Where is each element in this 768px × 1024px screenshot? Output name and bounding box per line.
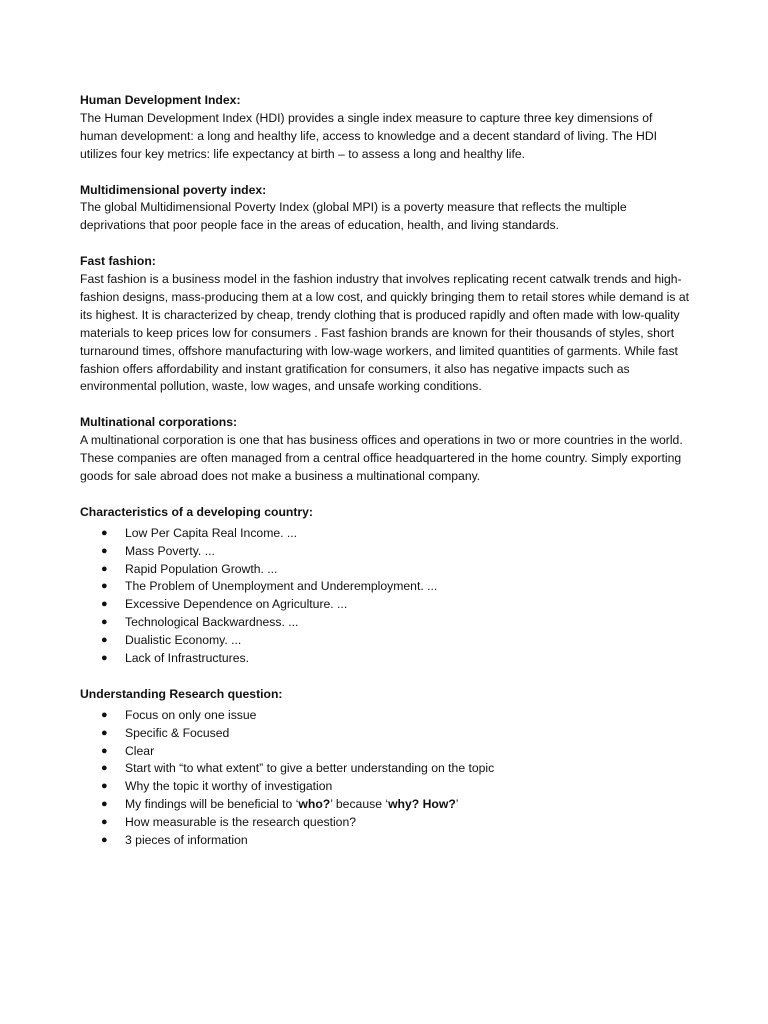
bullet-icon: ● [101, 598, 108, 611]
section-fast-fashion [80, 253, 690, 396]
section-developing-country [80, 504, 690, 668]
bullet-icon: ● [101, 652, 108, 665]
bullet-icon: ● [101, 798, 108, 811]
document-page [80, 92, 690, 868]
bullet-icon: ● [101, 744, 108, 757]
bold-who: who? [298, 797, 331, 812]
bullet-icon: ● [101, 726, 108, 739]
list-item: ● Low Per Capita Real Income. ... [80, 525, 690, 543]
bullet-icon: ● [101, 580, 108, 593]
list-item: ● Clear [80, 743, 690, 761]
section-hdi [80, 92, 690, 164]
paragraph-mnc: A multinational corporation is one that has business offices and operations in two or more countries in the world. These companies are often managed from a central office headquartered in the home country. Simply exporting goods for sale abroad does not make a business a multinational company. [80, 433, 683, 483]
paragraph-mpi: The global Multidimensional Poverty Index (global MPI) is a poverty measure that reflects the multiple deprivations that poor people face in the areas of education, health, and living standards. [80, 200, 627, 233]
list-developing-country [80, 525, 690, 668]
list-item: ● Specific & Focused [80, 725, 690, 743]
list-item: ● Lack of Infrastructures. [80, 650, 690, 668]
bullet-icon: ● [101, 762, 108, 775]
list-item: ● Technological Backwardness. ... [80, 614, 690, 632]
heading-mpi: Multidimensional poverty index: [80, 182, 267, 197]
list-item: ● 3 pieces of information [80, 832, 690, 850]
list-item-findings: ● My findings will be beneficial to ‘who?’ because ‘why? How?’ [80, 796, 690, 814]
section-mnc [80, 414, 690, 486]
list-item: ● Mass Poverty. ... [80, 543, 690, 561]
bullet-icon: ● [101, 816, 108, 829]
bullet-icon: ● [101, 708, 108, 721]
bullet-icon: ● [101, 526, 108, 539]
heading-hdi: Human Development Index: [80, 93, 241, 107]
bullet-icon: ● [101, 544, 108, 557]
section-research-question [80, 686, 690, 850]
bullet-icon: ● [101, 780, 108, 793]
heading-developing-country: Characteristics of a developing country: [80, 504, 313, 519]
list-item: ● Why the topic it worthy of investigation [80, 778, 690, 796]
paragraph-hdi: The Human Development Index (HDI) provides a single index measure to capture three key dimensions of human development: a long and healthy life, access to knowledge and a decent standard of living. The HDI utilizes four key metrics: life expectancy at birth – to assess a long and healthy life. [80, 110, 658, 161]
list-item: ● Dualistic Economy. ... [80, 632, 690, 650]
list-item: ● Start with “to what extent” to give a better understanding on the topic [80, 760, 690, 778]
list-item: ● Rapid Population Growth. ... [80, 561, 690, 579]
bullet-icon: ● [101, 616, 108, 629]
section-mpi [80, 182, 690, 236]
list-item: ● How measurable is the research question? [80, 814, 690, 832]
heading-fast-fashion: Fast fashion: [80, 254, 156, 269]
list-item: ● The Problem of Unemployment and Underemployment. ... [80, 578, 690, 596]
bullet-icon: ● [101, 562, 108, 575]
heading-mnc: Multinational corporations: [80, 415, 238, 430]
bullet-icon: ● [101, 834, 108, 847]
bold-why-how: why? How? [388, 797, 456, 812]
list-item: ● Excessive Dependence on Agriculture. ... [80, 596, 690, 614]
list-research-question [80, 707, 690, 850]
list-item: ● Focus on only one issue [80, 707, 690, 725]
bullet-icon: ● [101, 634, 108, 647]
heading-research-question: Understanding Research question: [80, 686, 283, 701]
paragraph-fast-fashion: Fast fashion is a business model in the fashion industry that involves replicating recent catwalk trends and high-fashion designs, mass-producing them at a low cost, and quickly bringing them to retail stores while demand is at its highest. It is characterized by cheap, trendy clothing that is produced rapidly and often made with low-quality materials to keep prices low for consumers . Fast fashion brands are known for their thousands of styles, short turnaround times, offshore manufacturing with low-wage workers, and limited quantities of garments. While fast fashion offers affordability and instant gratification for consumers, it also has negative impacts such as environmental pollution, waste, low wages, and unsafe working conditions. [80, 272, 690, 394]
